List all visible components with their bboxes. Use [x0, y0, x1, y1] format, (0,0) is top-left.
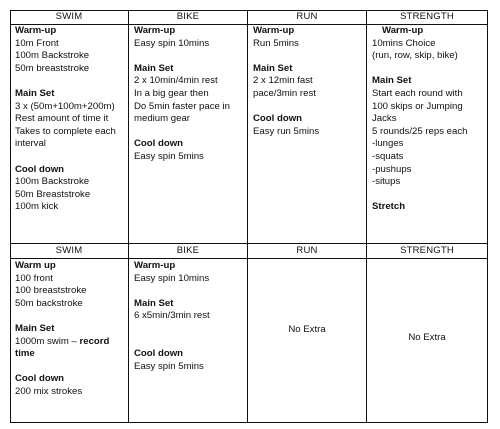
run2-no-extra: No Extra: [288, 324, 326, 335]
list-item: 10m Front: [15, 37, 59, 49]
strength-warmup-title: Warm-up: [382, 25, 424, 36]
list-item: 100 breaststroke: [15, 285, 87, 297]
list-item: 100 skips or Jumping: [372, 100, 463, 112]
header-strength-2: STRENGTH: [400, 245, 454, 256]
list-item: 100m Backstroke: [15, 50, 90, 62]
strength-stretch-title: Stretch: [372, 201, 406, 213]
list-item: Easy spin 5mins: [134, 150, 204, 162]
swim-warmup-title: Warm-up: [15, 25, 57, 36]
bike-main-title: Main Set: [134, 62, 174, 74]
bottom-swim-cell: [15, 260, 109, 399]
swim2-main-text: 1000m swim –: [15, 335, 77, 347]
list-item: 100m Backstroke: [15, 176, 90, 188]
swim-cool-title: Cool down: [15, 163, 65, 175]
list-item: Rest amount of time it: [15, 113, 109, 125]
table-divider-3: [366, 10, 367, 423]
header-rule-bottom: [10, 258, 488, 259]
list-item: Do 5min faster pace in: [134, 100, 230, 112]
list-item: Jacks: [372, 113, 397, 125]
list-item: -pushups: [372, 163, 412, 175]
top-bike-cell: [134, 25, 230, 164]
workout-table: [10, 10, 488, 423]
swim2-main-title: Main Set: [15, 322, 55, 334]
list-item: Easy run 5mins: [253, 125, 320, 137]
header-bike: BIKE: [176, 11, 200, 22]
bike-cool-title: Cool down: [134, 138, 184, 150]
list-item: Takes to complete each: [15, 125, 116, 137]
list-item: 10mins Choice: [372, 37, 436, 49]
bike2-cool-title: Cool down: [134, 348, 184, 360]
top-strength-cell: [372, 25, 467, 214]
header-swim: SWIM: [55, 11, 83, 22]
swim2-main-emphasis-2: time: [15, 348, 35, 360]
section-rule: [10, 243, 488, 244]
list-item: 2 x 12min fast: [253, 75, 313, 87]
swim2-warmup-title: Warm up: [15, 260, 56, 271]
bike-warmup-title: Warm-up: [134, 25, 176, 36]
list-item: 200 mix strokes: [15, 385, 83, 397]
list-item: In a big gear then: [134, 87, 209, 99]
list-item: interval: [15, 138, 46, 150]
strength2-no-extra: No Extra: [408, 332, 446, 343]
list-item: Easy spin 10mins: [134, 37, 210, 49]
list-item: 5 rounds/25 reps each: [372, 125, 468, 137]
list-item: (run, row, skip, bike): [372, 50, 458, 62]
header-bike-2: BIKE: [176, 245, 200, 256]
top-run-cell: [253, 25, 319, 138]
top-swim-cell: [15, 25, 116, 214]
list-item: Start each round with: [372, 87, 463, 99]
header-strength: STRENGTH: [400, 11, 454, 22]
swim2-cool-title: Cool down: [15, 373, 65, 385]
bike2-warmup-title: Warm-up: [134, 260, 176, 271]
list-item: 50m breaststroke: [15, 62, 90, 74]
list-item: -situps: [372, 176, 401, 188]
list-item: 50m Breaststroke: [15, 188, 91, 200]
table-border-bottom: [10, 422, 488, 423]
list-item: Easy spin 5mins: [134, 360, 204, 372]
list-item: 50m backstroke: [15, 297, 83, 309]
run-warmup-title: Warm-up: [253, 25, 295, 36]
swim2-main-emphasis: record: [79, 335, 110, 347]
swim-main-title: Main Set: [15, 87, 55, 99]
table-border-left: [10, 10, 11, 423]
bottom-bike-cell: [134, 260, 210, 373]
list-item: -squats: [372, 150, 404, 162]
run-main-title: Main Set: [253, 62, 293, 74]
list-item: 100 front: [15, 272, 53, 284]
list-item: pace/3min rest: [253, 87, 316, 99]
header-run-2: RUN: [296, 245, 318, 256]
list-item: [15, 336, 109, 349]
list-item: -lunges: [372, 138, 404, 150]
list-item: Easy spin 10mins: [134, 272, 210, 284]
header-run: RUN: [296, 11, 318, 22]
list-item: 6 x5min/3min rest: [134, 310, 210, 322]
list-item: 3 x (50m+100m+200m): [15, 100, 115, 112]
header-swim-2: SWIM: [55, 245, 83, 256]
list-item: 100m kick: [15, 201, 59, 213]
list-item: 2 x 10min/4min rest: [134, 75, 218, 87]
strength-main-title: Main Set: [372, 75, 412, 87]
list-item: Run 5mins: [253, 37, 299, 49]
list-item: medium gear: [134, 113, 190, 125]
table-border-right: [487, 10, 488, 423]
table-divider-1: [128, 10, 129, 423]
bike2-main-title: Main Set: [134, 297, 174, 309]
run-cool-title: Cool down: [253, 113, 303, 125]
table-divider-2: [247, 10, 248, 423]
